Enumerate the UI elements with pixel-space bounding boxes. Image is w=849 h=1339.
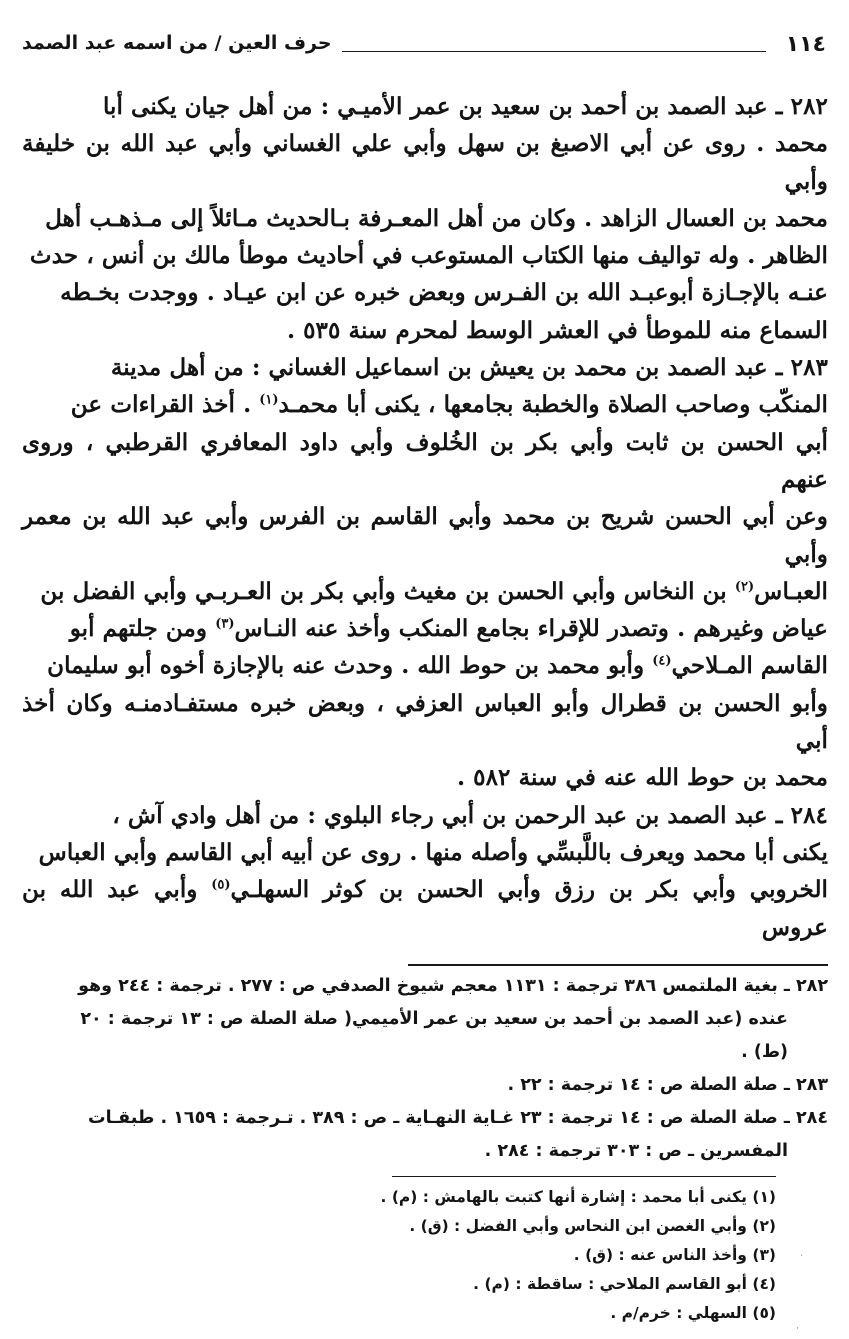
footnote-marker: (٥) bbox=[211, 877, 231, 893]
entry-283 bbox=[22, 349, 828, 797]
footnote-marker: (٤) bbox=[652, 653, 672, 669]
text-line: ٢٨٢ ـ عبد الصمد بن أحمد بن سعيد بن عمر الأميـي : من أهل جيان يكنى أبا bbox=[102, 93, 828, 120]
text-line: يكنى أبا محمد ويعرف باللَّبسِّي وأصله منها . روى عن أبيه أبي القاسم وأبي العباس bbox=[38, 838, 828, 866]
footnote: (١) يكنى أبا محمد : إشارة أنها كتبت بالهامش : (م) . bbox=[380, 1187, 776, 1206]
footnote: (٣) وأخذ الناس عنه : (ق) . bbox=[573, 1245, 776, 1264]
text-line bbox=[22, 573, 828, 610]
text-line: ٢٨٣ ـ عبد الصمد بن محمد بن يعيش بن اسماعيل الغساني : من أهل مدينة bbox=[110, 354, 828, 382]
text-segment: . أخذ القراءات عن bbox=[70, 391, 252, 419]
source-line: المفسرين ـ ص : ٣٠٣ ترجمة : ٢٨٤ . bbox=[484, 1140, 788, 1161]
source-line: عنده (عبد الصمد بن أحمد بن سعيد بن عمر الأميمي( صلة الصلة ص : ١٣ ترجمة : ٢٠ bbox=[80, 1008, 788, 1029]
text-line: محمد بن حوط الله عنه في سنة ٥٨٢ . bbox=[456, 764, 828, 792]
running-title: حرف العين / من اسمه عبد الصمد bbox=[22, 32, 332, 54]
footnotes-divider bbox=[392, 1176, 776, 1177]
text-segment: وأبو محمد بن حوط الله . وحدث عنه بالإجازة أخوه أبو سليمان bbox=[47, 652, 645, 680]
text-segment: الخروبي وأبي بكر بن رزق وأبي الحسن بن كوثر السهلـي bbox=[230, 876, 828, 904]
text-line bbox=[22, 386, 828, 423]
footnotes bbox=[22, 1183, 828, 1328]
text-line: الظاهر . وله تواليف منها الكتاب المستوعب في أحاديث موطأ مالك بن أنس ، حدث bbox=[29, 242, 828, 270]
scan-speck: , bbox=[796, 1320, 800, 1331]
entry-284 bbox=[22, 797, 828, 946]
source-references bbox=[22, 970, 828, 1168]
footnote: (٥) السهلي : خرم/م . bbox=[610, 1303, 776, 1322]
footnote-marker: (٣) bbox=[215, 616, 235, 632]
text-segment: المنكّب وصاحب الصلاة والخطبة بجامعها ، يكنى أبا محمـد bbox=[278, 391, 828, 419]
text-segment: ومن جلتهم أبو bbox=[69, 615, 208, 643]
main-text bbox=[22, 88, 828, 946]
book-page bbox=[22, 30, 828, 1328]
footnote-marker: (١) bbox=[259, 392, 279, 408]
page-header bbox=[22, 30, 828, 64]
text-segment: العبـاس bbox=[754, 577, 828, 605]
header-rule bbox=[342, 51, 766, 52]
page-number: ١١٤ bbox=[785, 32, 826, 57]
text-line: وأبو الحسن بن قطرال وأبو العباس العزفي ، وبعض خبره مستفـادمنـه وكان أخذ أبي bbox=[22, 689, 828, 755]
text-line bbox=[22, 610, 828, 647]
text-segment: القاسم المـلاحي bbox=[671, 652, 828, 680]
text-line: محمد . روى عن أبي الاصبغ بن سهل وأبي علي الغساني وأبي عبد الله بن خليفة وأبي bbox=[22, 130, 828, 195]
text-segment: عياض وغيرهم . وتصدر للإقراء بجامع المنكب وأخذ عنه النـاس bbox=[234, 615, 828, 643]
source-line: ٢٨٤ ـ صلة الصلة ص : ١٤ ترجمة : ٢٣ غـاية النهـاية ـ ص : ٣٨٩ . تـرجمة : ١٦٥٩ . طبقـات bbox=[88, 1107, 828, 1128]
text-line: ٢٨٤ ـ عبد الصمد بن عبد الرحمن بن أبي رجاء البلوي : من أهل وادي آش ، bbox=[112, 801, 828, 829]
sources-divider bbox=[408, 964, 828, 966]
source-line: ٢٨٢ ـ بغية الملتمس ٣٨٦ ترجمة : ١١٣١ معجم شيوخ الصدفي ص : ٢٧٧ . ترجمة : ٢٤٤ وهو bbox=[78, 975, 828, 996]
text-line bbox=[22, 647, 828, 684]
footnote: (٢) وأبي الغصن ابن النحاس وأبي الفضل : (ق) . bbox=[409, 1216, 776, 1235]
text-line: محمد بن العسال الزاهد . وكان من أهل المعـرفة بـالحديث مـائلاً إلى مـذهـب أهل bbox=[45, 204, 828, 232]
scan-speck: . bbox=[800, 1248, 804, 1259]
source-line: ٢٨٣ ـ صلة الصلة ص : ١٤ ترجمة : ٢٢ . bbox=[507, 1074, 828, 1095]
text-line: أبي الحسن بن ثابت وأبي بكر بن الخُلوف وأبي داود المعافري القرطبي ، وروى عنهم bbox=[22, 428, 828, 493]
footnote: (٤) أبو القاسم الملاحي : ساقطة : (م) . bbox=[473, 1274, 776, 1293]
text-line: السماع منه للموطأ في العشر الوسط لمحرم سنة ٥٣٥ . bbox=[286, 316, 828, 344]
text-line: وعن أبي الحسن شريح بن محمد وأبي القاسم بن الفرس وأبي عبد الله بن معمر وأبي bbox=[22, 503, 828, 568]
entry-282 bbox=[22, 88, 828, 349]
footnote-marker: (٢) bbox=[734, 579, 755, 595]
source-line: (ط) . bbox=[741, 1041, 788, 1062]
text-line bbox=[22, 871, 828, 946]
text-segment: وأبي عبد الله بن عروس bbox=[22, 876, 828, 941]
text-line: عنـه بالإجـازة أبوعبـد الله بن الفـرس وبعض خبره عن ابن عيـاد . ووجدت بخـطه bbox=[60, 279, 828, 307]
text-segment: بن النخاس وأبي الحسن بن مغيث وأبي بكر بن العـربـي وأبي الفضل بن bbox=[40, 577, 727, 605]
